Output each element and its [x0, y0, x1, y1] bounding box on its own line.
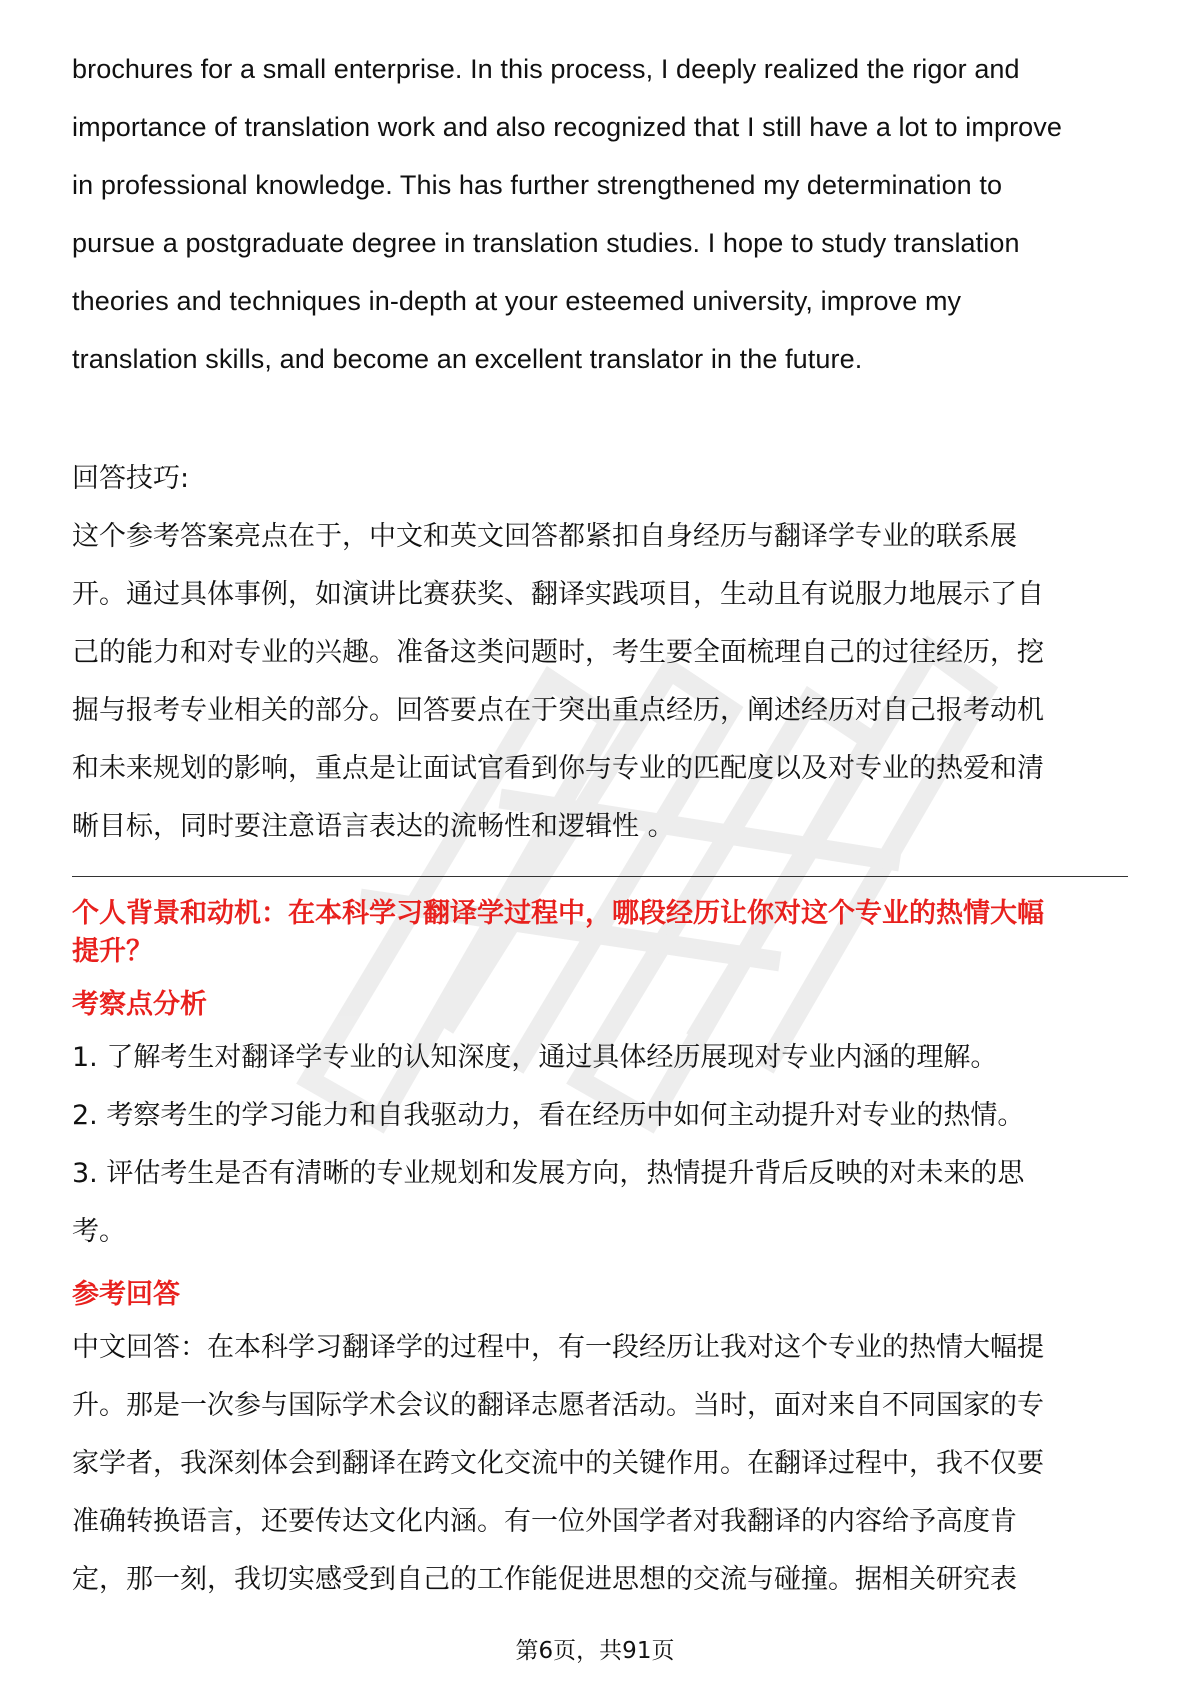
answer-tips-section — [72, 450, 1132, 856]
analysis-item: 1. 了解考生对翻译学专业的认知深度，通过具体经历展现对专业内涵的理解。 — [72, 1042, 998, 1073]
tips-line: 这个参考答案亮点在于，中文和英文回答都紧扣自身经历与翻译学专业的联系展 — [72, 521, 1017, 552]
question-line: 个人背景和动机：在本科学习翻译学过程中，哪段经历让你对这个专业的热情大幅 — [72, 898, 1044, 929]
reference-answer-section — [72, 1275, 1132, 1609]
english-line: importance of translation work and also recognized that I still have a lot to improve — [72, 112, 1063, 142]
reference-line: 准确转换语言，还要传达文化内涵。有一位外国学者对我翻译的内容给予高度肯 — [72, 1506, 1017, 1537]
english-answer-paragraph — [72, 40, 1132, 388]
english-line: theories and techniques in-depth at your esteemed university, improve my — [72, 286, 962, 316]
english-line: pursue a postgraduate degree in translation studies. I hope to study translation — [72, 228, 1020, 258]
reference-line: 家学者，我深刻体会到翻译在跨文化交流中的关键作用。在翻译过程中，我不仅要 — [72, 1448, 1044, 1479]
reference-line: 中文回答：在本科学习翻译学的过程中，有一段经历让我对这个专业的热情大幅提 — [72, 1332, 1044, 1363]
reference-line: 定，那一刻，我切实感受到自己的工作能促进思想的交流与碰撞。据相关研究表 — [72, 1564, 1017, 1595]
tips-line: 和未来规划的影响，重点是让面试官看到你与专业的匹配度以及对专业的热爱和清 — [72, 753, 1044, 784]
tips-label: 回答技巧: — [72, 463, 190, 494]
question-heading — [72, 895, 1132, 971]
question-line: 提升？ — [72, 936, 153, 967]
section-divider — [72, 876, 1128, 877]
tips-line: 掘与报考专业相关的部分。回答要点在于突出重点经历，阐述经历对自己报考动机 — [72, 695, 1044, 726]
analysis-item: 2. 考察考生的学习能力和自我驱动力，看在经历中如何主动提升对专业的热情。 — [72, 1100, 1025, 1131]
english-line: brochures for a small enterprise. In this process, I deeply realized the rigor and — [72, 54, 1020, 84]
analysis-item: 考。 — [72, 1216, 126, 1247]
english-line: in professional knowledge. This has further strengthened my determination to — [72, 170, 1003, 200]
page-number-footer: 第6页，共91页 — [515, 1638, 675, 1664]
analysis-section — [72, 985, 1132, 1261]
english-line: translation skills, and become an excellent translator in the future. — [72, 344, 863, 374]
reference-heading: 参考回答 — [72, 1279, 180, 1310]
analysis-item: 3. 评估考生是否有清晰的专业规划和发展方向，热情提升背后反映的对未来的思 — [72, 1158, 1025, 1189]
analysis-heading: 考察点分析 — [72, 989, 207, 1020]
tips-line: 开。通过具体事例，如演讲比赛获奖、翻译实践项目，生动且有说服力地展示了自 — [72, 579, 1044, 610]
document-page — [72, 40, 1132, 1609]
reference-line: 升。那是一次参与国际学术会议的翻译志愿者活动。当时，面对来自不同国家的专 — [72, 1390, 1044, 1421]
tips-line: 己的能力和对专业的兴趣。准备这类问题时，考生要全面梳理自己的过往经历，挖 — [72, 637, 1044, 668]
tips-line: 晰目标，同时要注意语言表达的流畅性和逻辑性 。 — [72, 811, 675, 842]
